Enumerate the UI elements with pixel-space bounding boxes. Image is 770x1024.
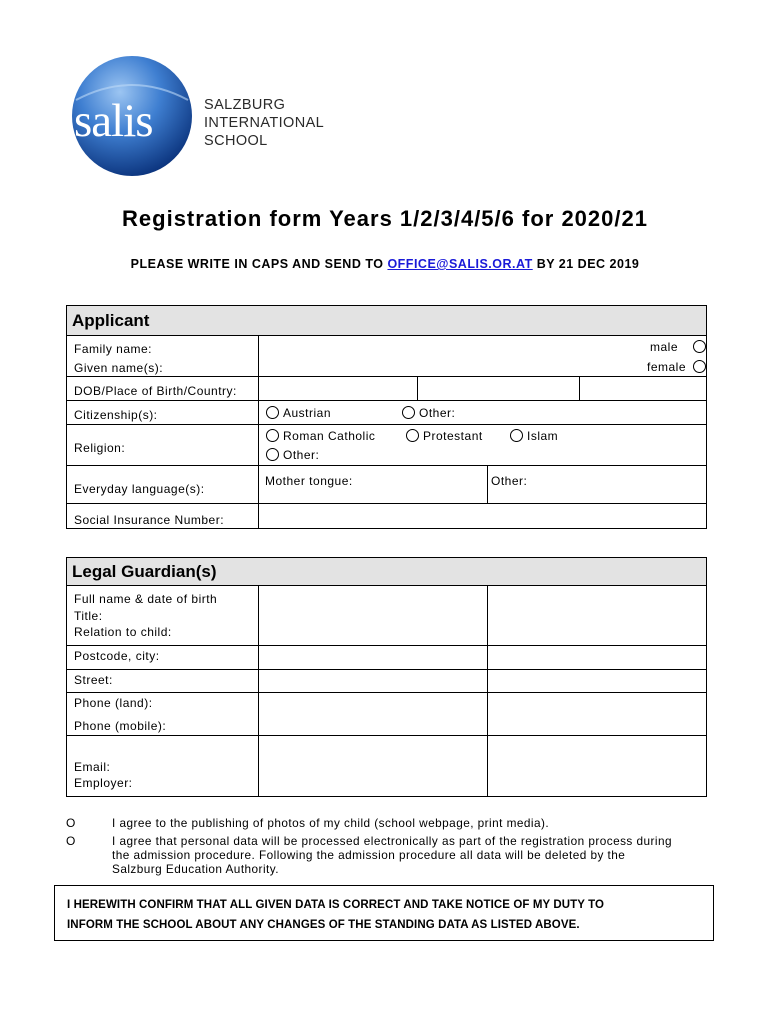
applicant-section bbox=[66, 305, 707, 529]
guardian-street-label: Street: bbox=[74, 673, 113, 687]
religion-other-label: Other: bbox=[283, 448, 320, 462]
roman-catholic-radio[interactable] bbox=[266, 429, 279, 442]
guardian-phone-land-label: Phone (land): bbox=[74, 696, 153, 710]
islam-label: Islam bbox=[527, 429, 559, 443]
guardian-full-name-label: Full name & date of birth bbox=[74, 592, 218, 606]
guardian-relation-label: Relation to child: bbox=[74, 625, 172, 639]
family-name-label: Family name: bbox=[74, 342, 153, 356]
logo-line-3: SCHOOL bbox=[204, 133, 268, 149]
social-insurance-label: Social Insurance Number: bbox=[74, 513, 225, 527]
religion-label: Religion: bbox=[74, 441, 126, 455]
photo-consent-checkbox[interactable]: O bbox=[66, 816, 76, 830]
photo-consent-text: I agree to the publishing of photos of my child (school webpage, print media). bbox=[112, 816, 550, 830]
data-consent-text: I agree that personal data will be processed electronically as part of the registration process during the admission procedure. Following the admission procedure all data will be deleted by the Salzburg Education Authority. bbox=[112, 834, 673, 876]
guardian-section bbox=[66, 557, 707, 797]
guardian-phone-mobile-label: Phone (mobile): bbox=[74, 719, 167, 733]
austrian-label: Austrian bbox=[283, 406, 332, 420]
citizenship-other-label: Other: bbox=[419, 406, 456, 420]
roman-catholic-label: Roman Catholic bbox=[283, 429, 376, 443]
logo-line-1: SALZBURG bbox=[204, 97, 286, 113]
dob-label: DOB/Place of Birth/Country: bbox=[74, 384, 237, 398]
logo-line-2: INTERNATIONAL bbox=[204, 115, 325, 131]
male-label: male bbox=[650, 340, 679, 354]
office-email-link[interactable]: OFFICE@SALIS.OR.AT bbox=[387, 257, 533, 271]
citizenship-label: Citizenship(s): bbox=[74, 408, 158, 422]
logo-brand-text: salis bbox=[74, 95, 153, 147]
female-radio[interactable] bbox=[693, 360, 706, 373]
islam-radio[interactable] bbox=[510, 429, 523, 442]
given-names-label: Given name(s): bbox=[74, 361, 164, 375]
guardian-heading: Legal Guardian(s) bbox=[67, 558, 706, 586]
citizenship-other-radio[interactable] bbox=[402, 406, 415, 419]
guardian-postcode-label: Postcode, city: bbox=[74, 649, 160, 663]
form-title: Registration form Years 1/2/3/4/5/6 for 2020/21 bbox=[122, 206, 648, 231]
female-label: female bbox=[647, 360, 687, 374]
guardian-title-label: Title: bbox=[74, 609, 103, 623]
form-subtitle bbox=[0, 257, 770, 271]
everyday-language-label: Everyday language(s): bbox=[74, 482, 205, 496]
austrian-radio[interactable] bbox=[266, 406, 279, 419]
subtitle-after: BY 21 DEC 2019 bbox=[532, 257, 640, 271]
confirmation-line-2: INFORM THE SCHOOL ABOUT ANY CHANGES OF THE STANDING DATA AS LISTED ABOVE. bbox=[67, 919, 580, 931]
confirmation-line-1: I HEREWITH CONFIRM THAT ALL GIVEN DATA IS CORRECT AND TAKE NOTICE OF MY DUTY TO bbox=[67, 899, 605, 911]
religion-other-radio[interactable] bbox=[266, 448, 279, 461]
applicant-heading: Applicant bbox=[67, 306, 706, 336]
confirmation-box bbox=[54, 885, 714, 941]
data-consent-checkbox[interactable]: O bbox=[66, 834, 76, 848]
guardian-employer-label: Employer: bbox=[74, 776, 133, 790]
protestant-label: Protestant bbox=[423, 429, 483, 443]
protestant-radio[interactable] bbox=[406, 429, 419, 442]
guardian-email-label: Email: bbox=[74, 760, 111, 774]
mother-tongue-label: Mother tongue: bbox=[265, 474, 353, 488]
male-radio[interactable] bbox=[693, 340, 706, 353]
other-language-label: Other: bbox=[491, 474, 528, 488]
subtitle-before: PLEASE WRITE IN CAPS AND SEND TO bbox=[130, 257, 388, 271]
